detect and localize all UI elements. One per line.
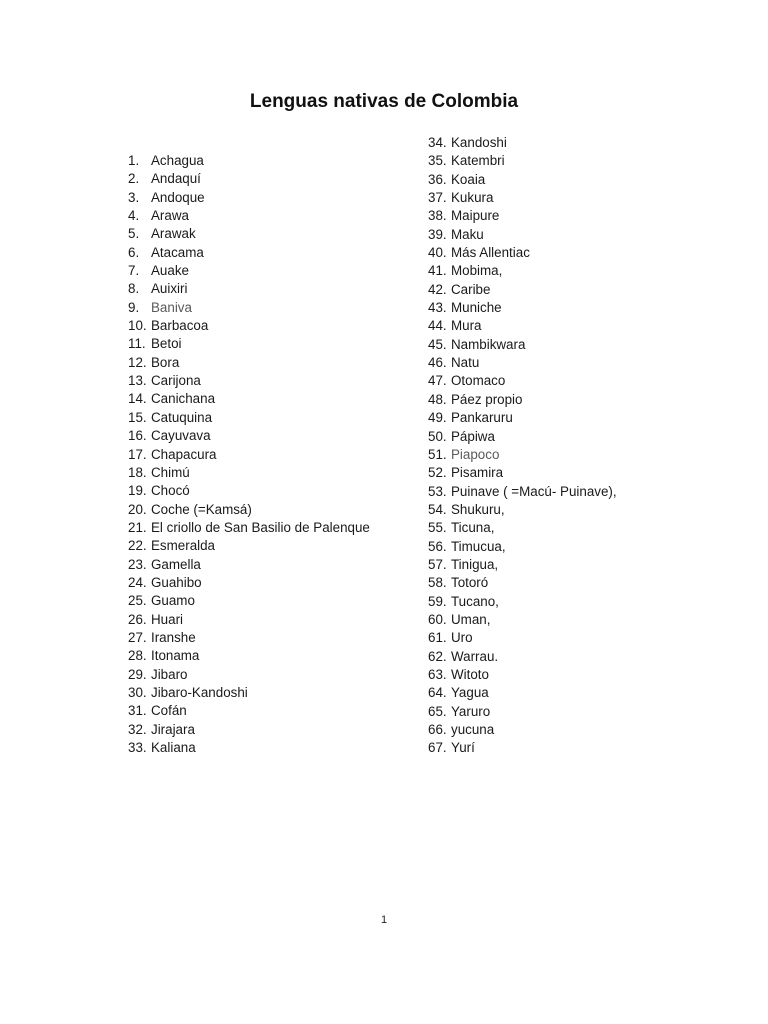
item-number: 13. — [128, 373, 147, 389]
list-item — [428, 391, 617, 409]
list-item — [428, 262, 617, 280]
language-name: Jirajara — [151, 721, 195, 737]
list-item — [428, 281, 617, 299]
language-name: Koaia — [451, 171, 486, 187]
language-name: yucuna — [451, 722, 495, 737]
language-name: Timucua, — [451, 538, 506, 554]
language-name: Uro — [451, 630, 473, 646]
list-item — [128, 556, 370, 574]
item-number: 37. — [428, 190, 447, 206]
list-item — [428, 483, 617, 501]
item-number: 49. — [428, 410, 447, 426]
item-number: 26. — [128, 611, 147, 627]
list-item — [128, 335, 370, 353]
list-item — [428, 226, 617, 244]
list-item — [428, 409, 617, 427]
list-item — [128, 280, 370, 298]
language-list-left — [128, 152, 370, 757]
item-number: 53. — [428, 483, 447, 499]
item-number: 27. — [128, 629, 147, 645]
item-number: 58. — [428, 575, 447, 591]
language-name: Totoró — [451, 575, 489, 591]
list-item — [428, 519, 617, 537]
list-item — [428, 207, 617, 225]
item-number: 18. — [128, 464, 147, 480]
list-item — [428, 648, 617, 666]
language-name: Pápiwa — [451, 428, 495, 444]
language-name: Puinave ( =Macú- Puinave), — [451, 483, 617, 499]
item-number: 11. — [128, 336, 146, 352]
language-name: Baniva — [151, 299, 192, 315]
list-item — [128, 317, 370, 335]
list-item — [428, 244, 617, 262]
item-number: 35. — [428, 153, 447, 169]
language-name: Andaquí — [151, 171, 201, 187]
list-item — [428, 354, 617, 372]
list-item — [428, 317, 617, 335]
item-number: 10. — [128, 318, 147, 334]
item-number: 16. — [128, 428, 147, 444]
list-item — [128, 299, 370, 317]
list-item — [128, 152, 370, 170]
list-item — [128, 629, 370, 647]
list-item — [128, 702, 370, 720]
list-item — [128, 244, 370, 262]
list-item — [128, 647, 370, 665]
language-name: Kaliana — [151, 740, 196, 755]
list-item — [428, 739, 617, 757]
item-number: 66. — [428, 722, 447, 737]
item-number: 31. — [128, 703, 147, 719]
item-number: 1. — [128, 153, 140, 168]
language-name: Pisamira — [451, 465, 504, 481]
list-item — [428, 593, 617, 611]
language-name: Pankaruru — [451, 410, 513, 426]
list-item — [428, 372, 617, 390]
language-name: Páez propio — [451, 391, 523, 407]
language-name: Cofán — [151, 703, 187, 719]
list-item — [128, 446, 370, 464]
item-number: 43. — [428, 300, 447, 316]
list-item — [128, 170, 370, 188]
language-name: Tucano, — [451, 593, 499, 609]
item-number: 15. — [128, 409, 147, 425]
item-number: 9. — [128, 299, 140, 315]
language-name: Coche (=Kamsá) — [151, 501, 252, 517]
language-list-right — [428, 134, 617, 758]
list-item — [128, 666, 370, 684]
list-item — [428, 538, 617, 556]
item-number: 17. — [128, 446, 147, 462]
language-name: Arawa — [151, 208, 189, 224]
language-name: Mura — [451, 318, 482, 334]
list-item — [428, 446, 617, 464]
language-name: El criollo de San Basilio de Palenque — [151, 519, 370, 535]
list-item — [128, 390, 370, 408]
language-name: Catuquina — [151, 409, 213, 425]
list-item — [428, 703, 617, 721]
item-number: 41. — [428, 263, 447, 279]
list-item — [428, 428, 617, 446]
item-number: 52. — [428, 465, 447, 481]
item-number: 29. — [128, 666, 147, 682]
language-name: Caribe — [451, 281, 491, 297]
item-number: 14. — [128, 391, 147, 407]
item-number: 34. — [428, 135, 447, 150]
language-name: Chapacura — [151, 446, 217, 462]
item-number: 7. — [128, 263, 140, 279]
item-number: 6. — [128, 244, 140, 260]
language-name: Natu — [451, 355, 480, 371]
list-item — [128, 592, 370, 610]
list-item — [428, 501, 617, 519]
item-number: 63. — [428, 666, 447, 682]
list-item — [128, 519, 370, 537]
item-number: 48. — [428, 391, 447, 407]
item-number: 33. — [128, 740, 147, 755]
language-name: Witoto — [451, 666, 489, 682]
item-number: 50. — [428, 428, 447, 444]
language-name: Otomaco — [451, 373, 506, 389]
item-number: 22. — [128, 538, 147, 554]
language-name: Guamo — [151, 593, 195, 609]
language-name: Muniche — [451, 300, 502, 316]
item-number: 42. — [428, 281, 447, 297]
list-item — [428, 666, 617, 684]
item-number: 32. — [128, 721, 147, 737]
item-number: 5. — [128, 226, 140, 242]
language-name: Nambikwara — [451, 336, 526, 352]
list-item — [128, 189, 370, 207]
item-number: 55. — [428, 520, 447, 536]
page-title: Lenguas nativas de Colombia — [249, 91, 519, 112]
language-name: Guahibo — [151, 574, 202, 590]
item-number: 64. — [428, 685, 447, 701]
list-item — [128, 574, 370, 592]
list-item — [428, 684, 617, 702]
list-item — [128, 409, 370, 427]
item-number: 62. — [428, 648, 447, 664]
item-number: 24. — [128, 574, 147, 590]
language-name: Achagua — [151, 153, 204, 168]
item-number: 45. — [428, 336, 447, 352]
list-item — [428, 721, 617, 739]
item-number: 8. — [128, 281, 140, 297]
item-number: 12. — [128, 354, 147, 370]
item-number: 36. — [428, 171, 447, 187]
item-number: 40. — [428, 245, 447, 261]
list-item — [428, 574, 617, 592]
language-name: Cayuvava — [151, 428, 211, 444]
language-name: Kandoshi — [451, 135, 507, 150]
language-name: Andoque — [151, 189, 205, 205]
language-name: Carijona — [151, 373, 201, 389]
item-number: 38. — [428, 208, 447, 224]
list-item — [128, 207, 370, 225]
item-number: 2. — [128, 171, 140, 187]
language-name: Jibaro-Kandoshi — [151, 684, 248, 700]
list-item — [128, 684, 370, 702]
language-name: Yagua — [451, 685, 489, 701]
item-number: 56. — [428, 538, 447, 554]
page-number: 1 — [380, 914, 388, 926]
item-number: 60. — [428, 611, 447, 627]
language-name: Maku — [451, 226, 484, 242]
list-item — [128, 372, 370, 390]
item-number: 61. — [428, 630, 447, 646]
item-number: 23. — [128, 556, 147, 572]
item-number: 20. — [128, 501, 147, 517]
item-number: 51. — [428, 446, 447, 462]
language-name: Betoi — [151, 336, 182, 352]
language-name: Kukura — [451, 190, 494, 206]
list-item — [428, 171, 617, 189]
language-name: Chocó — [151, 483, 190, 499]
item-number: 44. — [428, 318, 447, 334]
list-item — [128, 262, 370, 280]
language-name: Esmeralda — [151, 538, 216, 554]
item-number: 28. — [128, 648, 147, 664]
language-name: Katembri — [451, 153, 505, 169]
language-name: Jibaro — [151, 666, 188, 682]
language-name: Gamella — [151, 556, 201, 572]
item-number: 57. — [428, 556, 447, 572]
item-number: 67. — [428, 740, 447, 756]
language-name: Shukuru, — [451, 501, 505, 517]
language-name: Uman, — [451, 611, 491, 627]
list-item — [428, 134, 617, 152]
list-item — [428, 189, 617, 207]
language-name: Huari — [151, 611, 183, 627]
item-number: 19. — [128, 483, 147, 499]
item-number: 39. — [428, 226, 447, 242]
item-number: 4. — [128, 208, 140, 224]
language-name: Maipure — [451, 208, 500, 224]
language-name: Warrau. — [451, 648, 499, 664]
list-item — [128, 482, 370, 500]
language-name: Iranshe — [151, 629, 196, 645]
language-name: Arawak — [151, 226, 196, 242]
language-name: Barbacoa — [151, 318, 209, 334]
list-item — [428, 629, 617, 647]
language-name: Mobima, — [451, 263, 503, 279]
list-item — [128, 427, 370, 445]
list-item — [128, 354, 370, 372]
language-name: Auixiri — [151, 281, 188, 297]
language-name: Bora — [151, 354, 180, 370]
item-number: 25. — [128, 593, 147, 609]
language-name: Atacama — [151, 244, 204, 260]
language-name: Piapoco — [451, 446, 500, 462]
list-item — [128, 537, 370, 555]
list-item — [428, 611, 617, 629]
list-item — [428, 464, 617, 482]
language-name: Tinigua, — [451, 556, 499, 572]
list-item — [428, 556, 617, 574]
list-item — [428, 152, 617, 170]
item-number: 21. — [128, 519, 147, 535]
language-name: Chimú — [151, 464, 190, 480]
language-name: Yurí — [451, 740, 475, 756]
item-number: 54. — [428, 501, 447, 517]
language-name: Yaruro — [451, 703, 491, 719]
item-number: 30. — [128, 684, 147, 700]
list-item — [128, 739, 370, 757]
list-item — [428, 336, 617, 354]
language-name: Ticuna, — [451, 520, 495, 536]
item-number: 3. — [128, 189, 140, 205]
list-item — [428, 299, 617, 317]
list-item — [128, 464, 370, 482]
list-item — [128, 721, 370, 739]
item-number: 46. — [428, 355, 447, 371]
list-item — [128, 611, 370, 629]
language-name: Más Allentiac — [451, 245, 530, 261]
language-name: Canichana — [151, 391, 216, 407]
list-item — [128, 501, 370, 519]
list-item — [128, 225, 370, 243]
language-name: Itonama — [151, 648, 200, 664]
item-number: 59. — [428, 593, 447, 609]
language-name: Auake — [151, 263, 189, 279]
item-number: 65. — [428, 703, 447, 719]
item-number: 47. — [428, 373, 447, 389]
